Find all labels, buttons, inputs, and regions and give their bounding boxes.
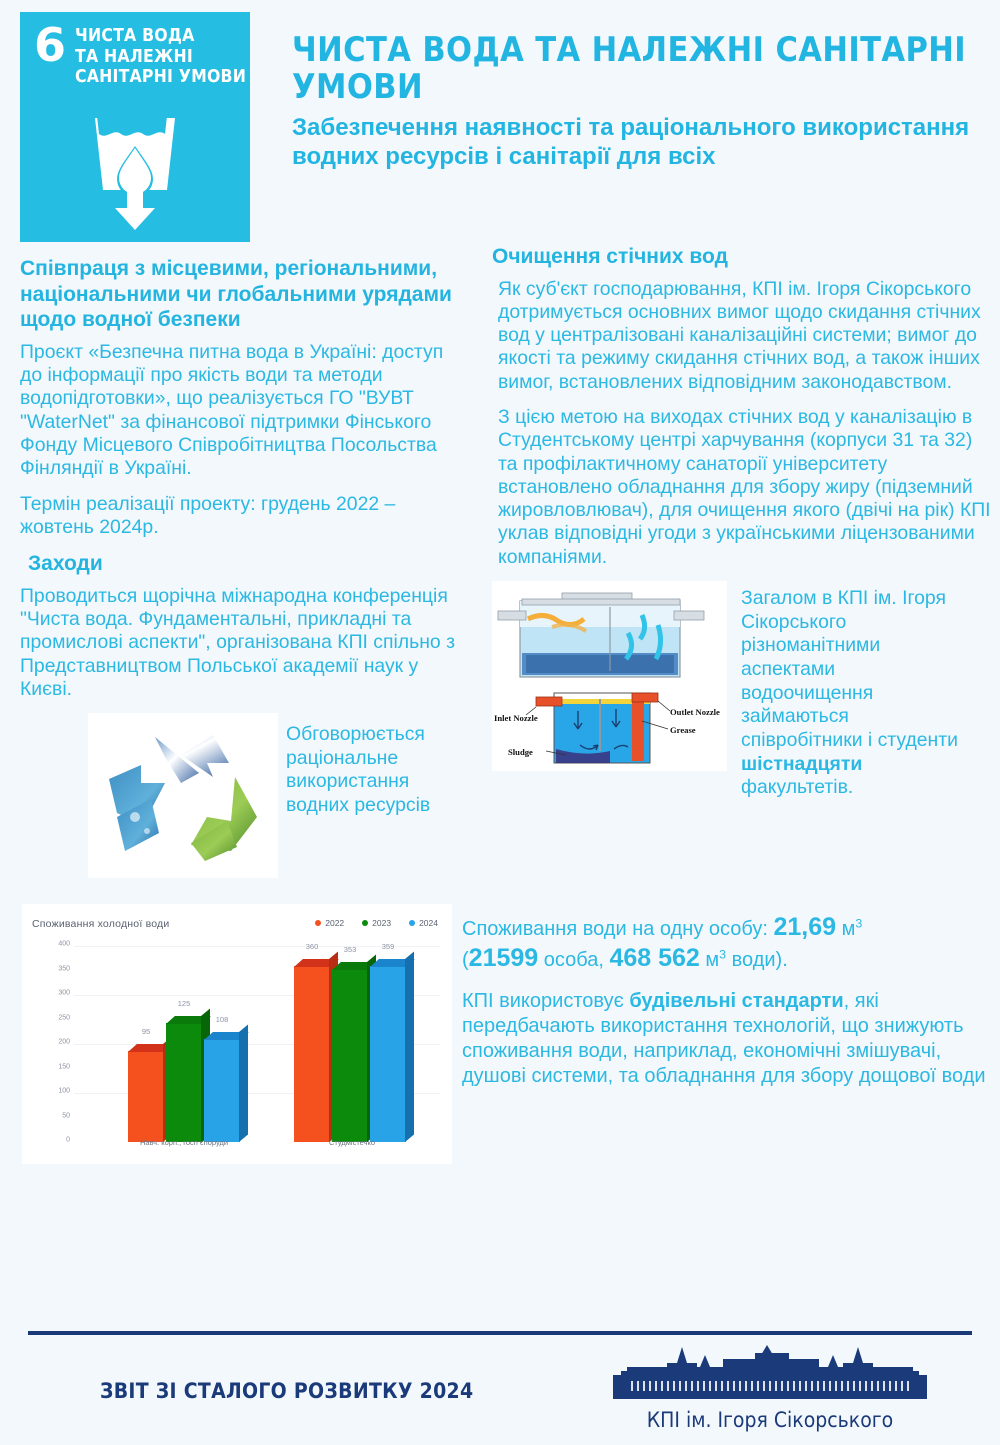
bar-value-2022-educational: 95 (141, 1026, 151, 1036)
per-person-unit-sup: 3 (855, 916, 863, 931)
grease-caption-post: факультетів. (741, 776, 854, 799)
y-tick-250: 250 (58, 1014, 70, 1022)
left-heading-cooperation: Співпраця з місцевими, регіональними, національними чи глобальними урядами щодо водної безпеки (20, 257, 452, 332)
legend-swatch-2023 (362, 920, 368, 926)
grease-label-sludge: Sludge (508, 746, 533, 757)
chart-y-axis (36, 940, 72, 1144)
y-tick-150: 150 (58, 1063, 70, 1071)
right-paragraph-grease-trap: З цією метою на виходах стічних вод у каналізацію в Студентському центрі харчування (корпуси 31 та 32) та профілактичному санаторії університету встановлено обладнання для збору жиру (підземний жировловлювач), для очищення якого (двічі на рік) КПІ уклав відповідні угоди з українськими ліцензованими компаніями. (498, 406, 991, 568)
bottom-section (0, 904, 1000, 1164)
grease-label-grease: Grease (670, 724, 696, 735)
legend-item-2024 (409, 918, 438, 928)
y-tick-100: 100 (58, 1087, 70, 1095)
left-paragraph-project: Проєкт «Безпечна питна вода в Україні: доступ до інформації про якість води та методи водопідготовки», що реалізується ГО "ВУВТ "WaterNet" за фінансової підтримки Фінського Фонду Місцевого Співробітництва Посольства Фінляндії в Україні. (20, 340, 444, 480)
sdg-goal-line-1: ЧИСТА ВОДА (75, 26, 195, 46)
legend-label-2023: 2023 (372, 918, 392, 929)
grease-trap-diagram (492, 581, 727, 771)
left-paragraph-term: Термін реалізації проекту: грудень 2022 – жовтень 2024р. (20, 492, 396, 538)
kpi-logo-block (580, 1345, 960, 1432)
y-tick-50: 50 (62, 1112, 70, 1120)
page-header (0, 0, 1000, 242)
bar-2023-educational (166, 998, 202, 1143)
legend-label-2022: 2022 (325, 918, 345, 929)
chart-legend (315, 918, 438, 928)
left-heading-activities: Заходи (28, 552, 103, 576)
content-columns (0, 245, 1000, 878)
standards-bold: будівельні стандарти (629, 989, 844, 1012)
total-volume: 468 562 (609, 944, 700, 973)
bar-group-educational (128, 946, 242, 1142)
grease-caption (741, 581, 971, 800)
totals-open: ( (462, 949, 469, 972)
sdg-goal-line-3: САНІТАРНІ УМОВИ (75, 67, 247, 88)
x-label-campus: Студмістечко (328, 1138, 376, 1148)
page-subtitle: Забезпечення наявності та раціонального використання водних ресурсів і санітарії для всіх (292, 113, 970, 171)
totals-close: води). (726, 949, 788, 972)
sdg-badge-top (20, 12, 250, 88)
bar-2024-campus (370, 942, 406, 1142)
grease-label-inlet: Inlet Nozzle (494, 712, 538, 723)
legend-item-2022 (315, 918, 344, 928)
water-stats-block (462, 904, 992, 1103)
right-column (468, 238, 1000, 878)
header-text-block (292, 32, 992, 171)
right-heading-wastewater: Очищення стічних вод (492, 245, 728, 268)
footer-divider (28, 1331, 972, 1335)
bar-2023-campus (332, 945, 368, 1142)
footer-report-title: ЗВІТ ЗІ СТАЛОГО РОЗВИТКУ 2024 (100, 1379, 474, 1403)
right-paragraph-requirements: Як суб'єкт господарювання, КПІ ім. Ігоря Сікорського дотримується основних вимог щодо скидання стічних вод у централізовані каналізаційні системи; вимог до якості та режиму скидання стічних вод, а також інших вимог, встановлених відповідним законодавством. (498, 277, 981, 393)
per-person-label: Споживання води на одну особу: (462, 918, 774, 941)
grease-caption-pre: Загалом в КПІ ім. Ігоря Сікорського різноманітними аспектами водоочищення займаються співробітники і студенти (741, 586, 958, 752)
legend-swatch-2024 (409, 920, 415, 926)
footer-university-name: КПІ ім. Ігоря Сікорського (646, 1408, 894, 1432)
people-count: 21599 (468, 944, 539, 973)
total-volume-unit-sup: 3 (719, 947, 727, 962)
bar-value-2023-campus: 353 (343, 945, 357, 955)
bar-group-campus (294, 941, 408, 1142)
bar-2022-educational (128, 1026, 164, 1142)
per-person-value: 21,69 (773, 913, 837, 942)
grease-figure-row (484, 581, 992, 800)
page-title: ЧИСТА ВОДА ТА НАЛЕЖНІ САНІТАРНІ УМОВИ (292, 30, 967, 108)
y-tick-300: 300 (58, 989, 70, 997)
y-tick-200: 200 (58, 1038, 70, 1046)
water-glass-drop-icon (20, 112, 250, 230)
bar-value-2022-campus: 360 (305, 941, 319, 951)
y-tick-350: 350 (58, 965, 70, 973)
sdg-goal-words (75, 26, 246, 88)
left-column (0, 250, 468, 878)
per-person-unit: м (836, 918, 856, 941)
page-footer (0, 1327, 1000, 1445)
bar-2022-campus (294, 941, 330, 1142)
chart-bars (74, 941, 442, 1142)
chart-x-axis (74, 1138, 442, 1152)
standards-post: , які передбачають використання технологій, що знижують споживання води, наприклад, економічні змішувачі, душові системи, та обладнання для збору дощової води (462, 989, 986, 1087)
bar-value-2024-campus: 359 (381, 942, 395, 952)
x-label-educational: Навч. корп., госп споруди (139, 1138, 229, 1148)
legend-swatch-2022 (315, 920, 321, 926)
y-tick-0: 0 (66, 1136, 70, 1144)
bar-2024-educational (204, 1014, 240, 1142)
bar-value-2023-educational: 125 (177, 998, 191, 1008)
recycling-arrows-image (88, 713, 278, 878)
left-paragraph-conference: Проводиться щорічна міжнародна конференція "Чиста вода. Фундаментальні, прикладні та промислові аспекти", організована КПІ спільно з Представництвом Польської академії наук у Києві. (20, 584, 455, 700)
standards-pre: КПІ використовує (462, 989, 630, 1012)
cold-water-consumption-chart (22, 904, 452, 1164)
bar-value-2024-educational: 108 (215, 1014, 229, 1024)
building-standards-paragraph (462, 989, 992, 1089)
grease-label-outlet: Outlet Nozzle (670, 706, 720, 717)
sdg-goal-6-badge (20, 12, 250, 242)
sdg-goal-line-2: ТА НАЛЕЖНІ (75, 46, 193, 67)
y-tick-400: 400 (58, 940, 70, 948)
recycle-caption: Обговорюється раціональне використання водних ресурсів (286, 723, 431, 817)
legend-item-2023 (362, 918, 391, 928)
sdg-goal-number: 6 (34, 18, 66, 72)
people-word: особа, (538, 949, 610, 972)
chart-title: Споживання холодної води (32, 918, 170, 931)
legend-label-2024: 2024 (419, 918, 438, 929)
per-person-consumption (462, 912, 992, 975)
grease-caption-bold: шістнадцяти (741, 752, 863, 775)
recycle-figure-row (20, 713, 468, 878)
total-volume-unit: м (699, 949, 720, 972)
kpi-building-silhouette-icon (605, 1345, 935, 1401)
